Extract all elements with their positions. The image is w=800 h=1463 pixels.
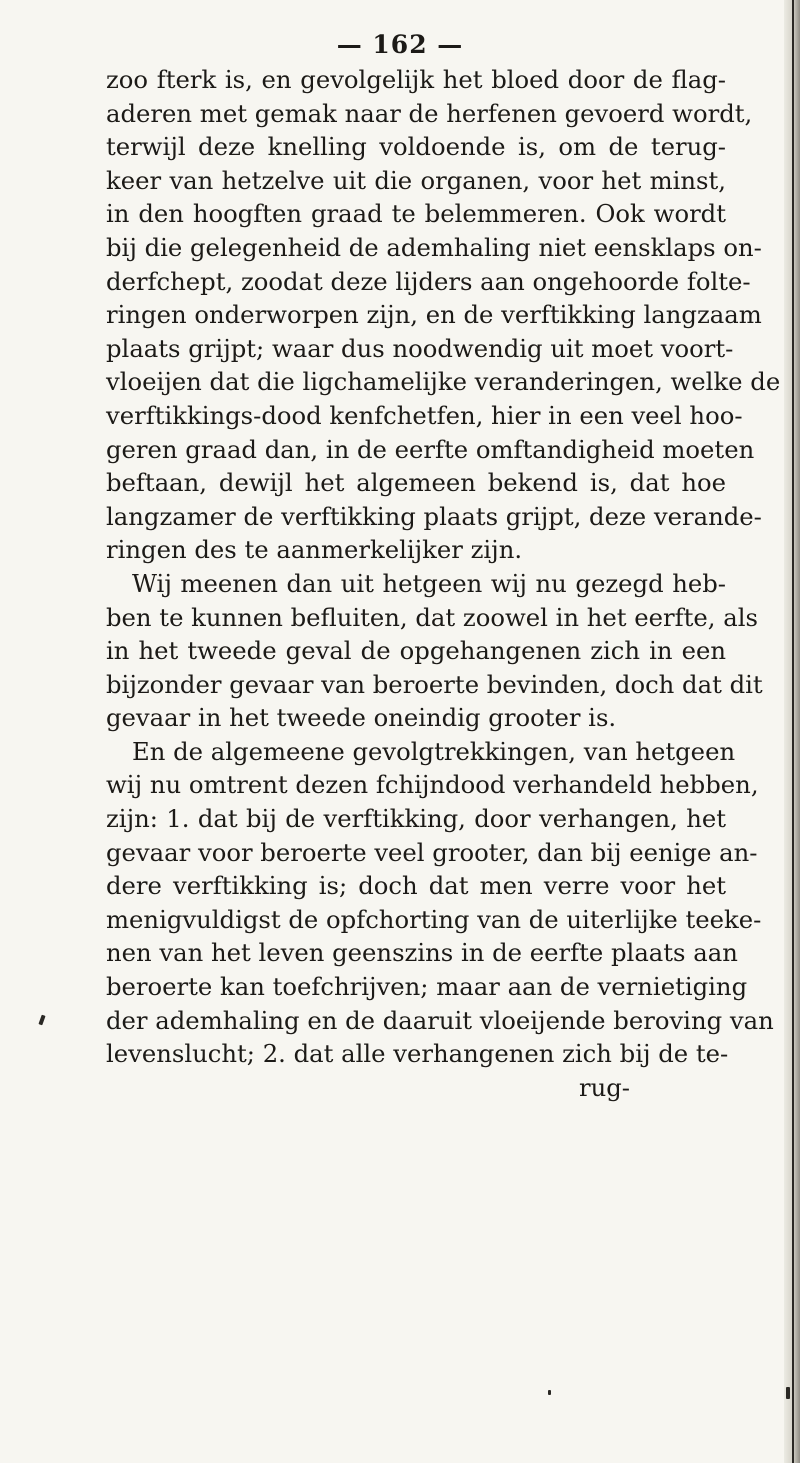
text-line: verftikkings-dood kenfchetfen, hier in een veel hoo- — [106, 400, 743, 430]
text-line: levenslucht; 2. dat alle verhangenen zich bij de te- — [106, 1039, 729, 1069]
text-line: vloeijen dat die ligchamelijke veranderingen, welke de — [106, 367, 781, 397]
text-line: plaats grijpt; waar dus noodwendig uit moet voort- — [106, 333, 734, 363]
text-line-paragraph-end: ringen des te aanmerkelijker zijn. — [106, 535, 523, 565]
text-line: aderen met gemak naar de herfenen gevoerd wordt, — [106, 98, 753, 128]
text-line: langzamer de verftikking plaats grijpt, deze verande- — [106, 501, 762, 531]
body-text — [106, 63, 781, 1104]
text-line: terwijl deze knelling voldoende is, om de terug- — [106, 132, 726, 162]
ink-speck — [548, 1390, 551, 1395]
ink-speck — [38, 1015, 45, 1026]
text-line: geren graad dan, in de eerfte omftandigheid moeten — [106, 434, 755, 464]
text-line: bij die gelegenheid de ademhaling niet eensklaps on- — [106, 232, 762, 262]
text-line: ringen onderworpen zijn, en de verftikking langzaam — [106, 300, 762, 330]
text-line: dere verftikking is; doch dat men verre voor het — [106, 871, 726, 901]
text-line: bijzonder gevaar van beroerte bevinden, doch dat dit — [106, 669, 763, 699]
catchword: rug- — [578, 1072, 630, 1102]
text-line: zijn: 1. dat bij de verftikking, door verhangen, het — [106, 804, 726, 834]
text-line: beroerte kan toefchrijven; maar aan de vernietiging — [106, 972, 748, 1002]
text-line: in het tweede geval de opgehangenen zich in een — [106, 636, 726, 666]
text-line: in den hoogften graad te belemmeren. Ook wordt — [106, 199, 726, 229]
text-line: keer van hetzelve uit die organen, voor het minst, — [106, 165, 726, 195]
page-number-header: — 162 — — [336, 30, 464, 59]
text-line: zoo fterk is, en gevolgelijk het bloed door de flag- — [106, 65, 726, 94]
ink-speck — [786, 1387, 790, 1399]
text-line: ben te kunnen befluiten, dat zoowel in het eerfte, als — [106, 602, 758, 632]
text-line: gevaar voor beroerte veel grooter, dan bij eenige an- — [106, 837, 758, 867]
text-line: der ademhaling en de daaruit vloeijende beroving van — [106, 1005, 774, 1035]
text-line-paragraph-end: gevaar in het tweede oneindig grooter is. — [106, 703, 617, 733]
text-line-paragraph-start: En de algemeene gevolgtrekkingen, van hetgeen — [132, 736, 736, 766]
text-line: nen van het leven geenszins in de eerfte plaats aan — [106, 938, 738, 968]
text-line-paragraph-start: Wij meenen dan uit hetgeen wij nu gezegd heb- — [132, 568, 726, 598]
text-line: beftaan, dewijl het algemeen bekend is, dat hoe — [106, 468, 726, 498]
page-edge-line — [792, 0, 794, 1463]
text-line: derfchept, zoodat deze lijders aan ongehoorde folte- — [106, 266, 751, 296]
text-line: menigvuldigst de opfchorting van de uiterlijke teeke- — [106, 904, 762, 934]
text-line: wij nu omtrent dezen fchijndood verhandeld hebben, — [106, 770, 759, 800]
